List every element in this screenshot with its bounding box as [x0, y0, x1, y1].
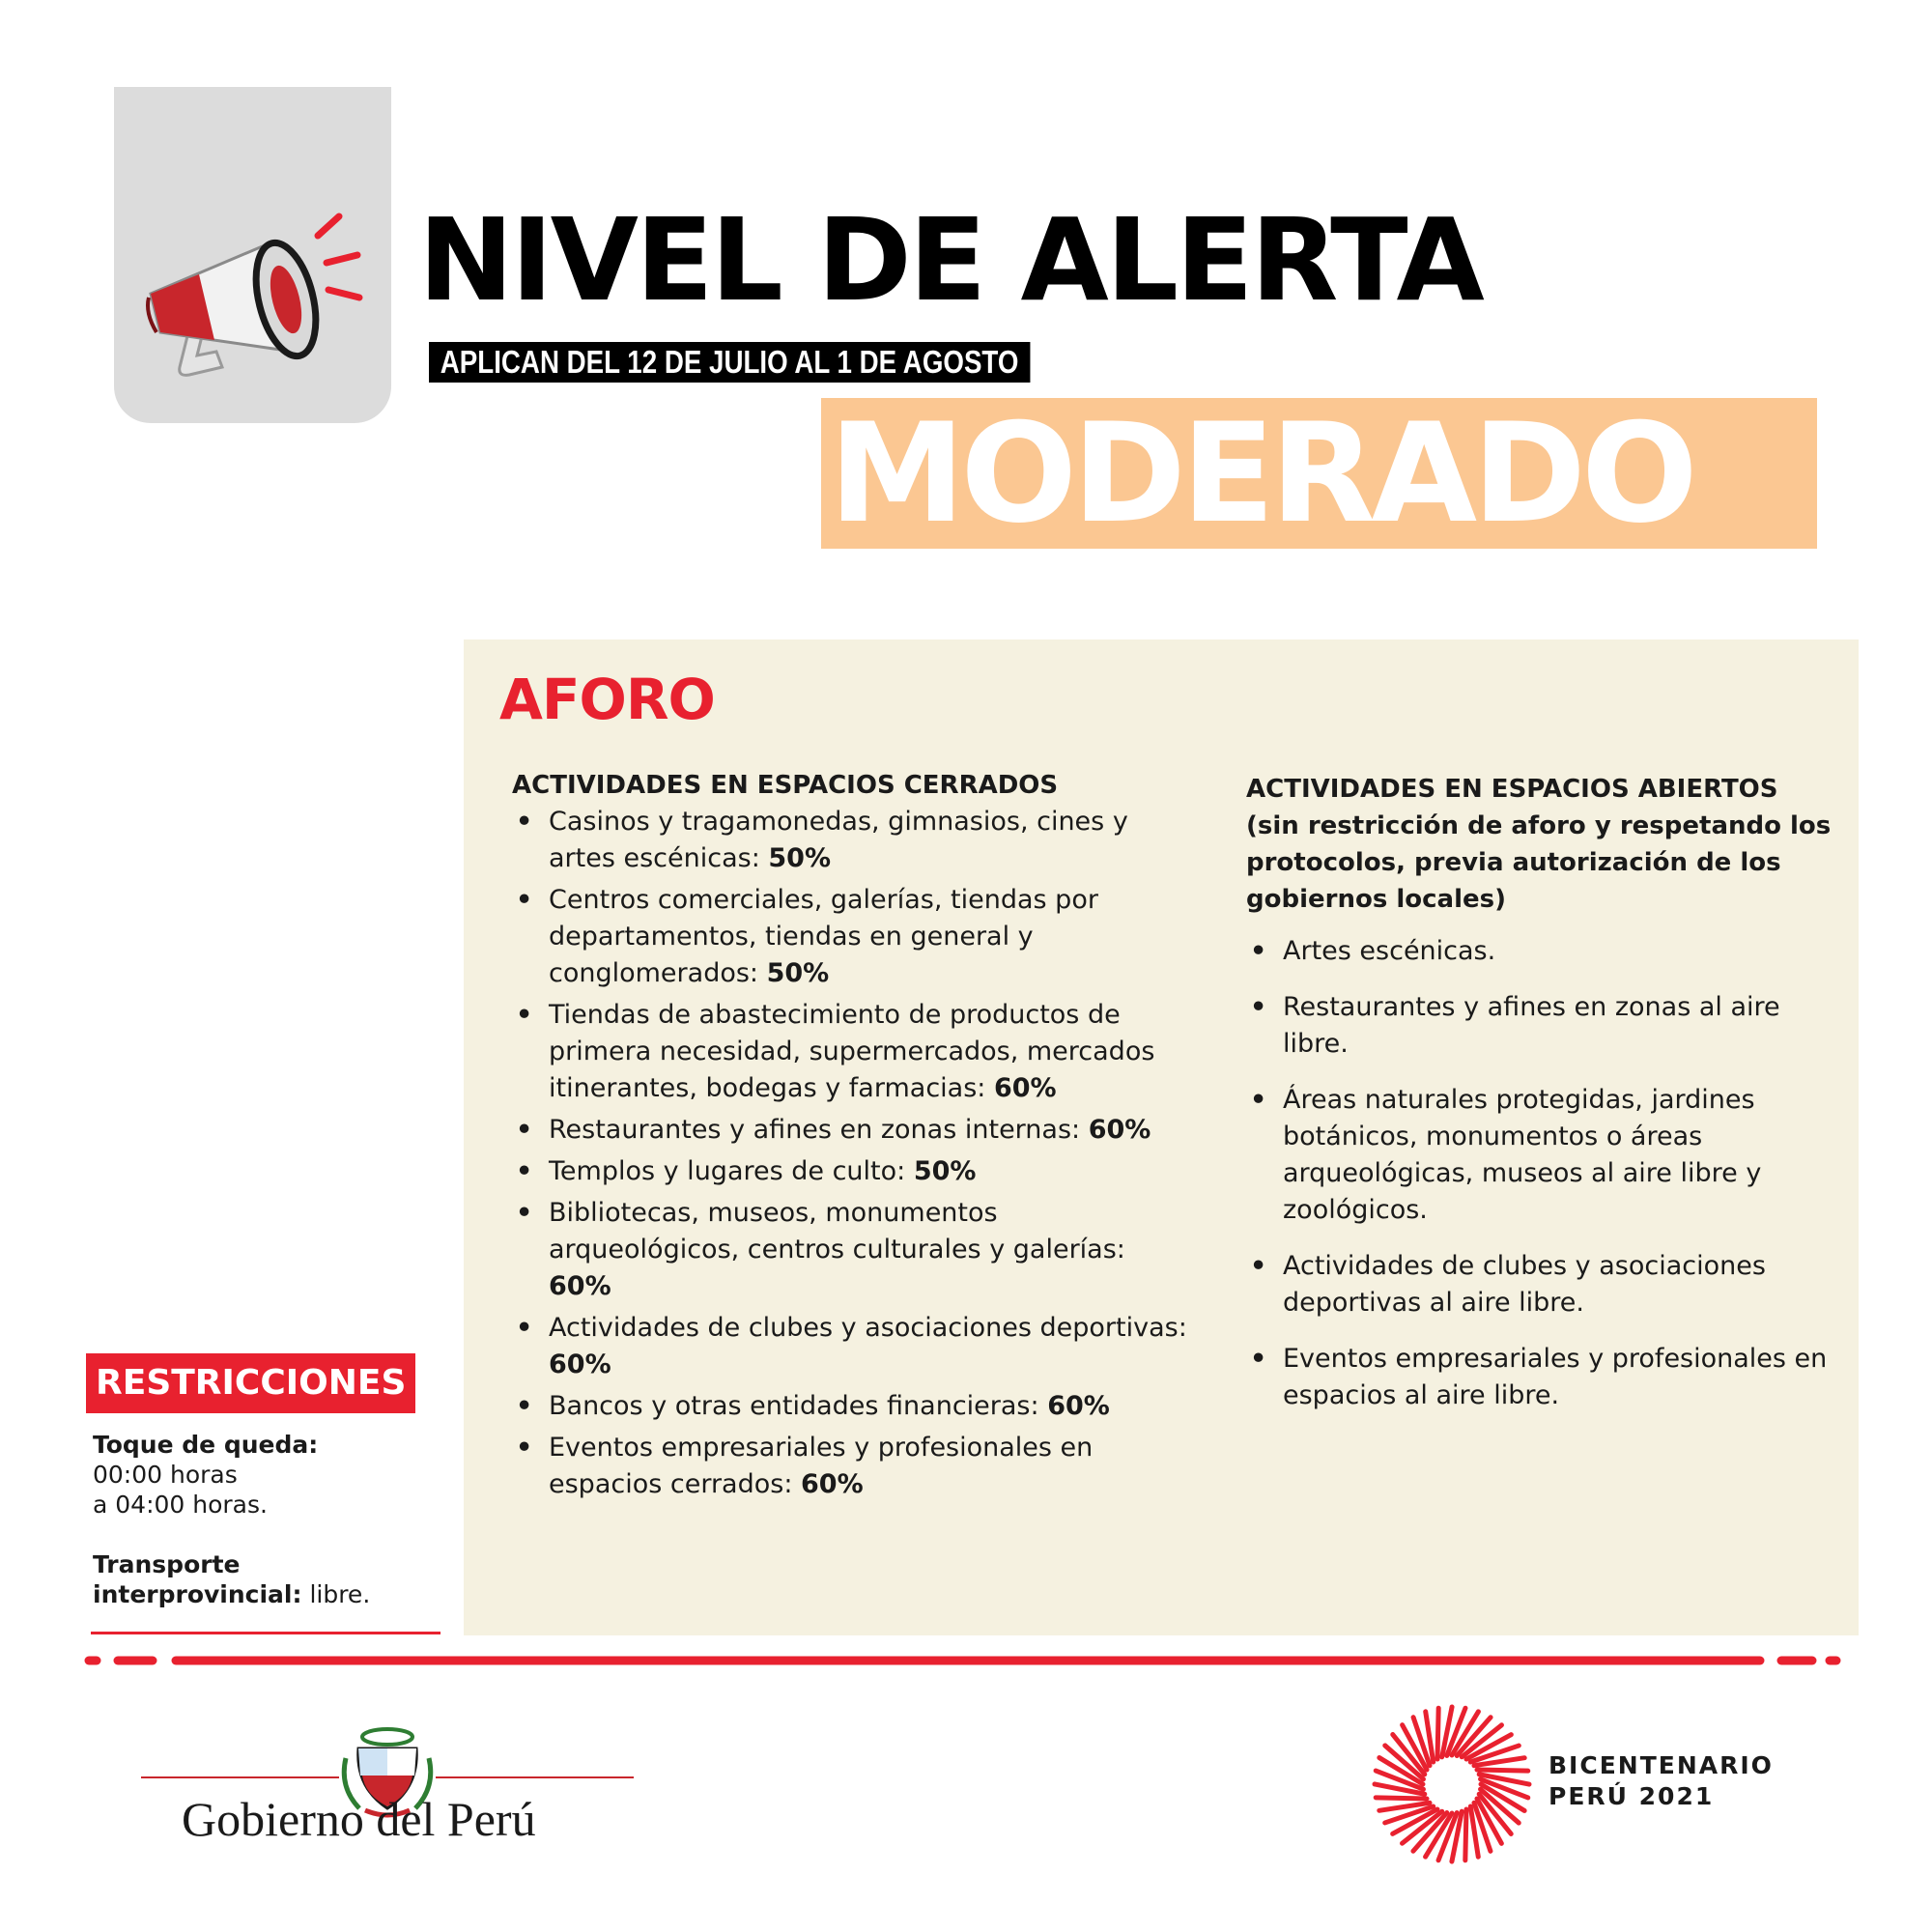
page-title: NIVEL DE ALERTA: [418, 193, 1482, 327]
bicentenario-text: [1548, 1750, 1774, 1812]
list-item: • Restaurantes y afines en zonas internas: 60%: [512, 1112, 1188, 1149]
list-item: • Eventos empresariales y profesionales en espacios cerrados: 60%: [512, 1430, 1188, 1503]
divider-dashed: [83, 1654, 1841, 1667]
list-item: • Bancos y otras entidades financieras: 60%: [512, 1388, 1188, 1425]
open-spaces-column: [1246, 771, 1835, 1434]
transport-value: libre.: [301, 1580, 371, 1608]
bicentenario-ray: [1376, 1798, 1427, 1799]
list-item: • Restaurantes y afines en zonas al aire libre.: [1246, 989, 1835, 1063]
closed-spaces-column: [512, 767, 1188, 1508]
bicentenario-ray: [1437, 1708, 1438, 1759]
alert-level-text: MODERADO: [829, 394, 1693, 554]
bicentenario-line-2: PERÚ 2021: [1548, 1782, 1715, 1810]
aforo-heading: AFORO: [499, 667, 715, 732]
open-spaces-heading: ACTIVIDADES EN ESPACIOS ABIERTOS: [1246, 775, 1778, 804]
list-item: • Artes escénicas.: [1246, 933, 1835, 970]
list-item: • Casinos y tragamonedas, gimnasios, cines y artes escénicas: 50%: [512, 804, 1188, 877]
list-item: • Bibliotecas, museos, monumentos arqueológicos, centros culturales y galerías: 60%: [512, 1195, 1188, 1305]
closed-spaces-list: [512, 804, 1188, 1503]
restrictions-label: RESTRICCIONES: [86, 1353, 415, 1413]
open-spaces-list: [1246, 933, 1835, 1414]
transport-label: Transporte: [93, 1550, 241, 1578]
list-item: • Centros comerciales, galerías, tiendas por departamentos, tiendas en general y conglomerados: 50%: [512, 882, 1188, 992]
bicentenario-line-1: BICENTENARIO: [1548, 1751, 1774, 1779]
curfew-start: 00:00 horas: [93, 1461, 238, 1489]
divider: [91, 1632, 440, 1634]
list-item: • Tiendas de abastecimiento de productos de primera necesidad, supermercados, mercados itinerantes, bodegas y farmacias: 60%: [512, 997, 1188, 1107]
list-item: • Actividades de clubes y asociaciones deportivas al aire libre.: [1246, 1248, 1835, 1321]
bicentenario-ray: [1465, 1809, 1466, 1861]
closed-spaces-heading: ACTIVIDADES EN ESPACIOS CERRADOS: [512, 771, 1059, 800]
government-name: Gobierno del Perú: [182, 1792, 536, 1846]
list-item: • Áreas naturales protegidas, jardines botánicos, monumentos o áreas arqueológicas, museos al aire libre y zoológicos.: [1246, 1082, 1835, 1229]
list-item: • Templos y lugares de culto: 50%: [512, 1153, 1188, 1190]
open-spaces-note: (sin restricción de aforo y respetando los protocolos, previa autorización de los gobiernos locales): [1246, 811, 1832, 914]
curfew-end: a 04:00 horas.: [93, 1491, 268, 1519]
list-item: • Eventos empresariales y profesionales en espacios al aire libre.: [1246, 1341, 1835, 1414]
megaphone-icon: [141, 205, 373, 388]
curfew-label: Toque de queda:: [93, 1431, 319, 1459]
bicentenario-logo: [1370, 1702, 1534, 1866]
restrictions-body: [93, 1430, 440, 1609]
bicentenario-ray: [1477, 1770, 1528, 1771]
transport-label-2: interprovincial:: [93, 1580, 302, 1608]
date-range-banner: APLICAN DEL 12 DE JULIO AL 1 DE AGOSTO: [429, 342, 1030, 383]
list-item: • Actividades de clubes y asociaciones deportivas: 60%: [512, 1310, 1188, 1383]
